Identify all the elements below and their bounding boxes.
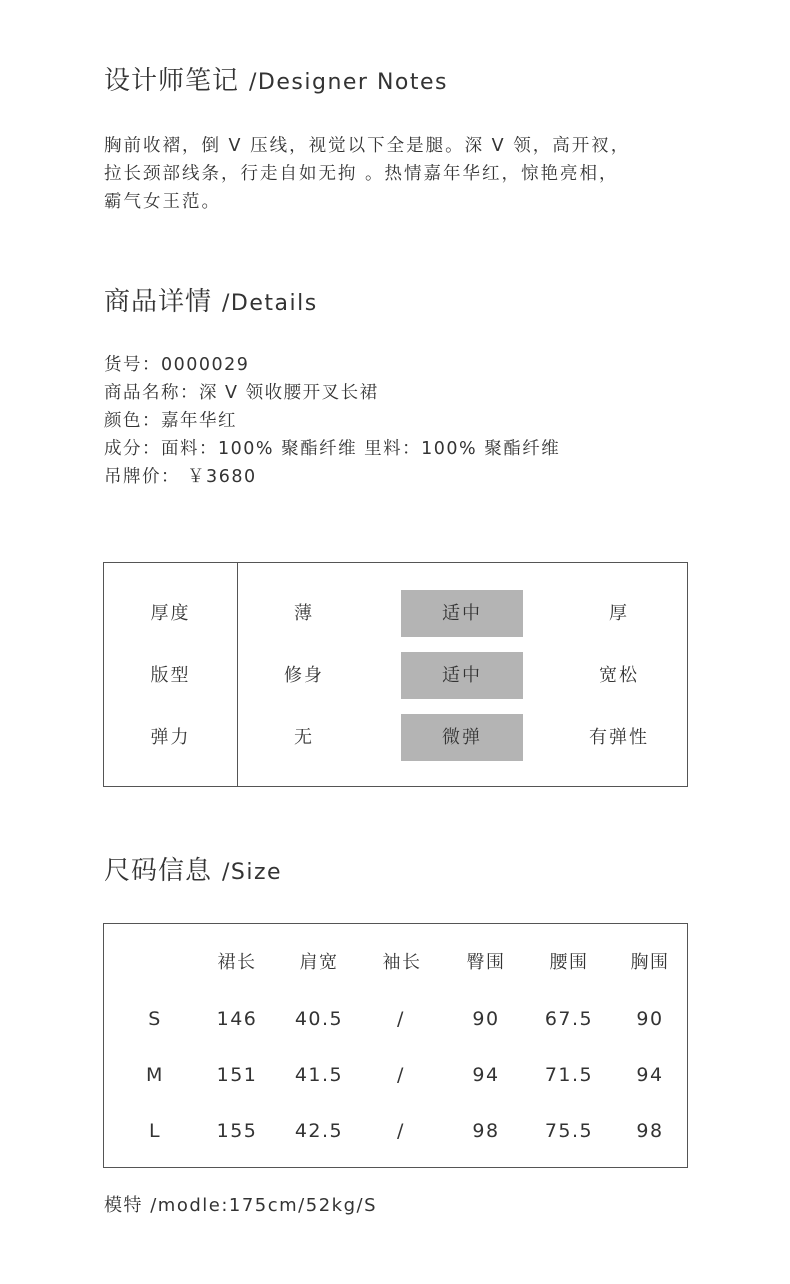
size-cell: 90 xyxy=(636,1008,664,1030)
size-cell: 71.5 xyxy=(544,1064,594,1086)
size-header: 袖长 xyxy=(382,952,422,973)
designer-notes-title xyxy=(104,60,448,97)
attribute-label: 厚度 xyxy=(150,603,191,624)
attribute-option: 厚 xyxy=(609,603,629,624)
size-header: 肩宽 xyxy=(299,952,339,973)
size-cell: 40.5 xyxy=(294,1008,344,1030)
size-table xyxy=(103,923,688,1168)
size-header: 臀围 xyxy=(466,952,506,973)
size-cell: 42.5 xyxy=(294,1120,344,1142)
size-cell: 94 xyxy=(636,1064,664,1086)
attribute-option: 无 xyxy=(294,727,314,748)
size-title-en: /Size xyxy=(222,860,283,885)
details-item-material: 成分：面料：100% 聚酯纤维 里料：100% 聚酯纤维 xyxy=(104,439,561,459)
designer-notes-title-cn: 设计师笔记 xyxy=(104,66,240,96)
size-cell: / xyxy=(397,1064,405,1086)
attribute-table xyxy=(103,562,688,787)
size-cell: / xyxy=(397,1008,405,1030)
details-item-price: 吊牌价： ￥3680 xyxy=(104,467,257,487)
designer-notes-text xyxy=(104,132,694,216)
size-title xyxy=(104,850,282,887)
designer-notes-line: 拉长颈部线条，行走自如无拘 。热情嘉年华红，惊艳亮相， xyxy=(104,164,619,184)
size-row-label: M xyxy=(146,1064,164,1086)
size-cell: 94 xyxy=(472,1064,500,1086)
attribute-label: 版型 xyxy=(150,665,191,686)
details-title xyxy=(104,281,318,318)
attribute-row-elasticity xyxy=(104,714,687,761)
attribute-option: 修身 xyxy=(284,665,324,686)
attribute-option: 有弹性 xyxy=(589,727,649,748)
details-item-name: 商品名称：深 V 领收腰开叉长裙 xyxy=(104,383,379,403)
details-title-cn: 商品详情 xyxy=(104,287,213,317)
size-cell: / xyxy=(397,1120,405,1142)
size-cell: 75.5 xyxy=(544,1120,594,1142)
size-header: 裙长 xyxy=(217,952,257,973)
details-item-color: 颜色：嘉年华红 xyxy=(104,411,237,431)
size-cell: 90 xyxy=(472,1008,500,1030)
size-cell: 41.5 xyxy=(294,1064,344,1086)
size-cell: 98 xyxy=(472,1120,500,1142)
attribute-row-fit xyxy=(104,652,687,699)
details-list xyxy=(104,351,560,491)
size-header: 胸围 xyxy=(630,952,670,973)
size-row-label: S xyxy=(148,1008,162,1030)
size-cell: 155 xyxy=(216,1120,258,1142)
size-cell: 98 xyxy=(636,1120,664,1142)
designer-notes-line: 胸前收褶，倒 V 压线，视觉以下全是腿。深 V 领，高开衩， xyxy=(104,136,631,156)
attribute-option-selected: 微弹 xyxy=(401,714,523,761)
details-item-sku: 货号：0000029 xyxy=(104,355,250,375)
size-cell: 67.5 xyxy=(544,1008,594,1030)
attribute-row-thickness xyxy=(104,590,687,637)
details-title-en: /Details xyxy=(222,291,318,316)
attribute-label: 弹力 xyxy=(150,727,191,748)
size-cell: 151 xyxy=(216,1064,258,1086)
attribute-option-selected: 适中 xyxy=(401,590,523,637)
attribute-option: 宽松 xyxy=(599,665,639,686)
attribute-option-selected: 适中 xyxy=(401,652,523,699)
designer-notes-line: 霸气女王范。 xyxy=(104,192,221,212)
size-header: 腰围 xyxy=(549,952,589,973)
size-title-cn: 尺码信息 xyxy=(104,856,213,886)
model-note: 模特 /modle:175cm/52kg/S xyxy=(104,1195,377,1216)
attribute-option: 薄 xyxy=(294,603,314,624)
size-cell: 146 xyxy=(216,1008,258,1030)
designer-notes-title-en: /Designer Notes xyxy=(249,70,448,95)
size-row-label: L xyxy=(148,1120,162,1142)
